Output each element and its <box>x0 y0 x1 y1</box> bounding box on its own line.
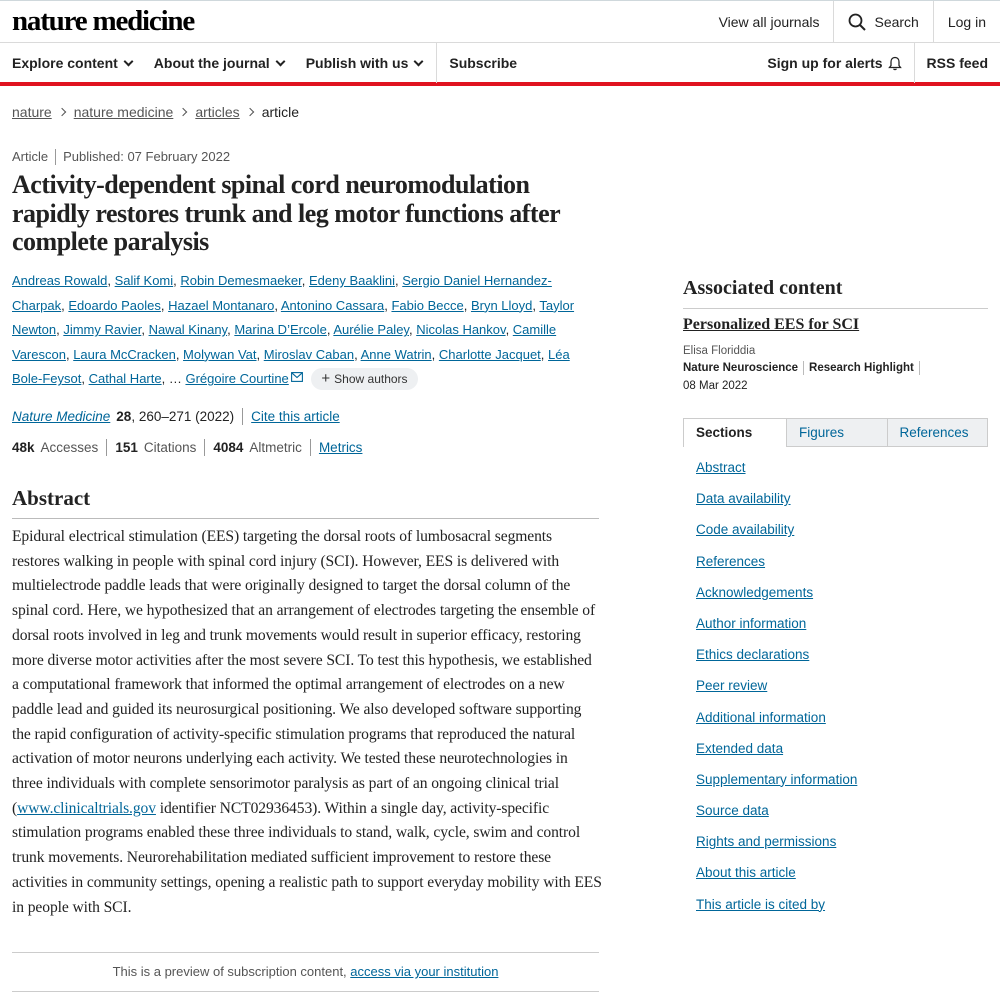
mail-icon[interactable] <box>291 372 303 382</box>
sign-up-alerts-link[interactable] <box>755 43 913 83</box>
divider <box>310 439 311 456</box>
volume-number: 28 <box>116 409 132 424</box>
tab-sections[interactable]: Sections <box>684 419 786 447</box>
associated-author: Elisa Floriddia <box>683 345 756 357</box>
preview-text: This is a preview of subscription content, <box>112 964 351 979</box>
section-link-author-information[interactable]: Author information <box>696 615 807 631</box>
divider <box>242 408 243 425</box>
main-nav <box>0 43 1000 86</box>
top-header <box>0 0 1000 43</box>
alerts-label: Sign up for alerts <box>767 55 883 71</box>
search-button[interactable] <box>833 1 932 43</box>
author-link[interactable]: Aurélie Paley <box>333 322 409 338</box>
subscription-preview-notice <box>12 952 599 992</box>
section-link-about-article[interactable]: About this article <box>696 865 796 881</box>
chevron-down-icon <box>275 56 285 66</box>
article-meta <box>12 149 230 165</box>
author-link[interactable]: Cathal Harte <box>88 371 162 387</box>
bell-icon <box>888 56 902 71</box>
top-links <box>705 1 1000 43</box>
divider <box>204 439 205 456</box>
author-link[interactable]: Nawal Kinany <box>148 322 228 338</box>
chevron-down-icon <box>123 56 133 66</box>
breadcrumb <box>12 104 299 120</box>
page-range: , 260–271 (2022) <box>131 409 235 424</box>
author-link[interactable]: Andreas Rowald <box>12 273 108 288</box>
section-link-code-availability[interactable]: Code availability <box>696 522 795 538</box>
associated-source <box>683 361 925 375</box>
login-link[interactable]: Log in <box>933 1 1000 43</box>
abstract-heading: Abstract <box>12 486 91 510</box>
author-link[interactable]: Edeny Baaklini <box>309 273 396 288</box>
citations-label: Citations <box>143 440 197 455</box>
author-link[interactable]: Marina D’Ercole <box>234 322 327 338</box>
author-link[interactable]: Anne Watrin <box>360 346 432 362</box>
author-link[interactable]: Léa Bole-Feysot <box>12 346 570 387</box>
author-link[interactable]: Laura McCracken <box>73 346 176 362</box>
chevron-right-icon <box>57 108 65 116</box>
author-link[interactable]: Grégoire Courtine <box>185 371 289 387</box>
author-link[interactable]: Miroslav Caban <box>263 346 355 362</box>
section-link-source-data[interactable]: Source data <box>696 803 769 819</box>
author-link[interactable]: Hazael Montanaro <box>168 297 275 313</box>
abstract-text-part2: identifier NCT02936453). Within a single day, activity-specific stimulation programs enabled these three individuals to stand, walk, cycle, swim and control trunk movements. Neurorehabilitation mediated sufficient improvement to restore these activities in community settings, opening a realistic path to support everyday mobility with EES in people with SCI. <box>12 799 602 916</box>
associated-date: 08 Mar 2022 <box>683 380 748 392</box>
associated-content-heading: Associated content <box>683 277 843 299</box>
abstract-divider <box>12 518 599 519</box>
section-link-additional-information[interactable]: Additional information <box>696 709 826 725</box>
authors-ellipsis: … <box>168 371 182 387</box>
view-all-journals-link[interactable]: View all journals <box>718 14 820 30</box>
clinicaltrials-link[interactable]: www.clinicaltrials.gov <box>17 799 156 817</box>
author-link[interactable]: Fabio Becce <box>391 297 464 313</box>
journal-link[interactable]: Nature Medicine <box>12 409 111 424</box>
section-link-abstract[interactable]: Abstract <box>696 460 746 475</box>
show-authors-label: Show authors <box>334 372 408 387</box>
breadcrumb-nature[interactable]: nature <box>12 104 52 120</box>
section-link-ethics-declarations[interactable]: Ethics declarations <box>696 647 810 663</box>
section-nav <box>696 458 857 926</box>
author-link[interactable]: Molywan Vat <box>183 346 257 362</box>
author-link[interactable]: Edoardo Paoles <box>68 297 161 313</box>
sidebar-tabs <box>683 418 988 447</box>
search-icon <box>848 13 866 31</box>
accesses-count: 48k <box>12 440 35 455</box>
altmetric-label: Altmetric <box>249 440 302 455</box>
article-title: Activity-dependent spinal cord neuromodulation rapidly restores trunk and leg motor functions after complete paralysis <box>12 170 560 256</box>
section-link-extended-data[interactable]: Extended data <box>696 740 784 756</box>
breadcrumb-current: article <box>261 104 300 120</box>
subscribe-link[interactable]: Subscribe <box>449 55 518 71</box>
author-link[interactable]: Charlotte Jacquet <box>438 346 541 362</box>
section-link-rights-permissions[interactable]: Rights and permissions <box>696 834 837 850</box>
divider <box>55 149 56 165</box>
breadcrumb-nature-medicine[interactable]: nature medicine <box>73 104 174 120</box>
section-link-supplementary-information[interactable]: Supplementary information <box>696 771 858 787</box>
section-link-cited-by[interactable]: This article is cited by <box>696 896 826 912</box>
accesses-label: Accesses <box>40 440 99 455</box>
section-link-data-availability[interactable]: Data availability <box>696 491 791 507</box>
section-link-peer-review[interactable]: Peer review <box>696 678 768 694</box>
altmetric-score: 4084 <box>213 440 244 455</box>
associated-journal: Nature Neuroscience <box>683 362 799 374</box>
chevron-down-icon <box>414 56 424 66</box>
abstract-text <box>12 525 602 920</box>
divider <box>106 439 107 456</box>
author-link[interactable]: Taylor Newton <box>12 297 575 338</box>
cite-article-link[interactable]: Cite this article <box>251 409 340 424</box>
author-link[interactable]: Nicolas Hankov <box>416 322 506 338</box>
explore-content-menu[interactable] <box>12 55 132 71</box>
associated-kind: Research Highlight <box>809 362 914 374</box>
about-journal-label: About the journal <box>153 55 270 71</box>
publish-with-us-menu[interactable] <box>306 55 423 71</box>
search-label: Search <box>874 14 919 30</box>
divider <box>803 361 804 375</box>
rss-feed-link[interactable]: RSS feed <box>914 43 1000 83</box>
plus-icon: + <box>321 370 331 388</box>
metrics-link[interactable]: Metrics <box>318 440 363 455</box>
divider <box>919 361 920 375</box>
institution-access-link[interactable]: access via your institution <box>350 964 499 979</box>
publish-label: Publish with us <box>305 55 409 71</box>
section-link-acknowledgements[interactable]: Acknowledgements <box>696 584 814 600</box>
about-journal-menu[interactable] <box>154 55 284 71</box>
citation-line <box>12 408 340 425</box>
tab-references[interactable]: References <box>887 419 988 447</box>
explore-content-label: Explore content <box>12 55 118 71</box>
article-metrics <box>12 439 362 456</box>
chevron-right-icon <box>245 108 253 116</box>
associated-article-link[interactable]: Personalized EES for SCI <box>683 316 860 333</box>
tab-figures[interactable]: Figures <box>786 419 887 447</box>
abstract-text-part1: Epidural electrical stimulation (EES) targeting the dorsal roots of lumbosacral segments restores walking in people with spinal cord injury (SCI). However, EES is delivered with multielectrode paddle leads that were originally designed to target the dorsal column of the spinal cord. Here, we hypothesized that an arrangement of electrodes targeting the ensemble of dorsal roots involved in leg and trunk movements would result in superior efficacy, restoring more diverse motor activities after the most severe SCI. To test this hypothesis, we established a computational framework that informed the optimal arrangement of electrodes on a new paddle lead and guided its neurosurgical positioning. We also developed software supporting the rapid configuration of activity-specific stimulation programs that reproduced the natural activation of motor neurons underlying each activity. We tested these neurotechnologies in three individuals with complete sensorimotor paralysis as part of an ongoing clinical trial ( <box>12 528 596 817</box>
author-list: Andreas Rowald, Salif Komi, Robin Demesmaeker, Edeny Baaklini, Sergio Daniel Hernandez-Charpak, Edoardo Paoles, Hazael Montanaro, Antonino Cassara, Fabio Becce, Bryn Lloyd, Taylor Newton, Jimmy Ravier, Nawal Kinany, Marina D’Ercole, Aurélie Paley, Nicolas Hankov, Camille Varescon, Laura McCracken, Molywan Vat, Miroslav Caban, Anne Watrin, Charlotte Jacquet, Léa Bole-Feysot, Cathal Harte, … Grégoire Courtine + Show authors <box>12 269 602 392</box>
chevron-right-icon <box>179 108 187 116</box>
published-date: Published: 07 February 2022 <box>63 149 231 164</box>
author-link[interactable]: Bryn Lloyd <box>470 297 533 313</box>
author-link[interactable]: Antonino Cassara <box>280 297 385 313</box>
article-type: Article <box>12 149 49 164</box>
citations-count: 151 <box>115 440 138 455</box>
sidebar-divider <box>683 308 988 309</box>
nav-divider <box>436 43 437 83</box>
author-link[interactable]: Jimmy Ravier <box>63 322 142 338</box>
author-link[interactable]: Camille Varescon <box>12 322 557 362</box>
breadcrumb-articles[interactable]: articles <box>195 104 240 120</box>
section-link-references[interactable]: References <box>696 553 766 569</box>
author-link[interactable]: Sergio Daniel Hernandez-Charpak <box>12 273 552 313</box>
show-authors-button[interactable] <box>311 368 417 390</box>
author-link[interactable]: Salif Komi <box>114 273 174 288</box>
journal-logo[interactable]: nature medicine <box>12 5 195 37</box>
author-link[interactable]: Robin Demesmaeker <box>180 273 302 288</box>
